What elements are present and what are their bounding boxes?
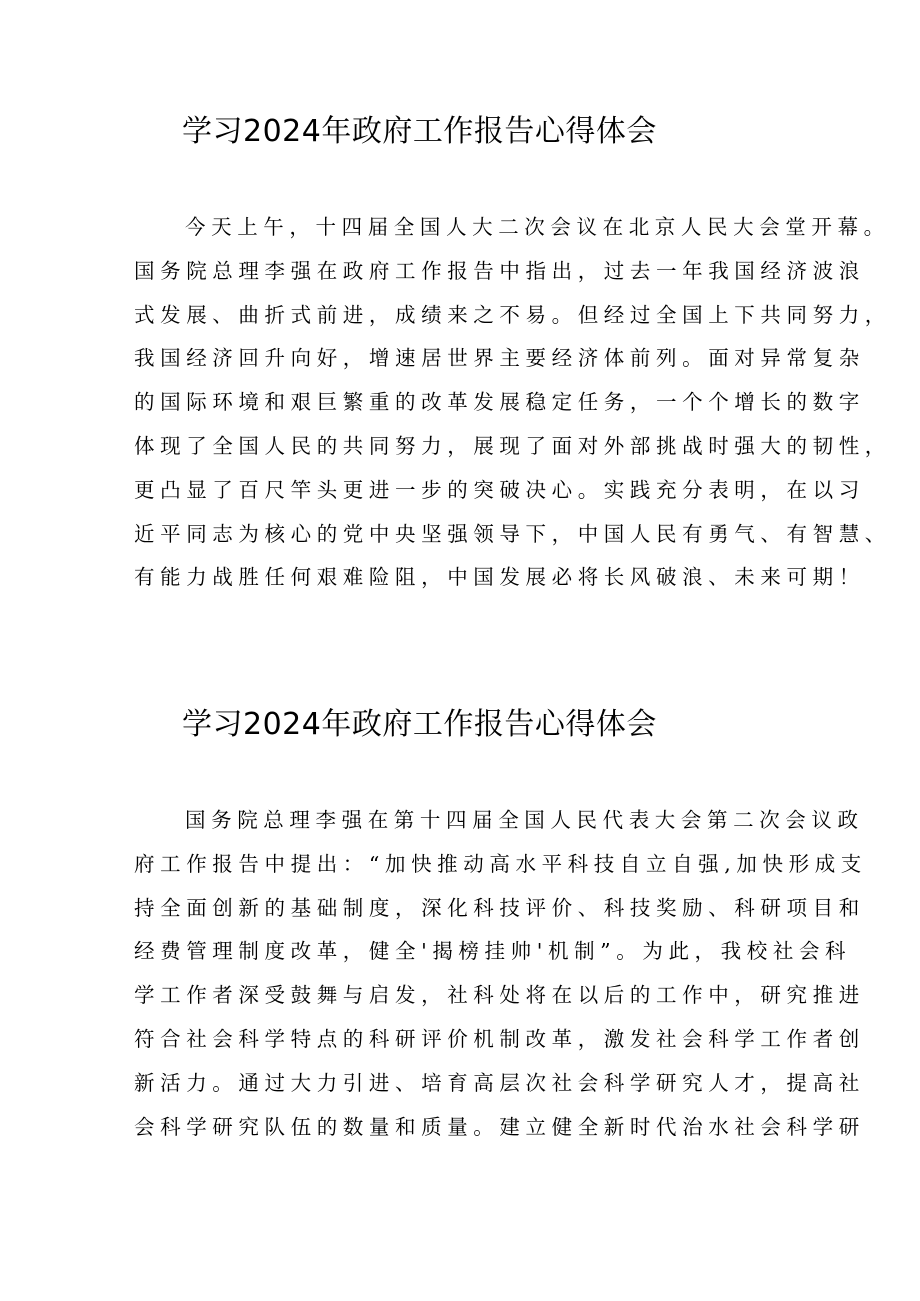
paragraph-line: 持全面创新的基础制度，深化科技评价、科技奖励、科研项目和 — [134, 895, 865, 920]
paragraph-line: 国务院总理李强在第十四届全国人民代表大会第二次会议政 — [185, 808, 864, 832]
paragraph-line: 学工作者深受鼓舞与启发，社科处将在以后的工作中，研究推进 — [134, 983, 865, 1008]
paragraph-line: 国务院总理李强在政府工作报告中指出，过去一年我国经济波浪 — [134, 258, 865, 283]
paragraph-line: 近平同志为核心的党中央坚强领导下，中国人民有勇气、有智慧、 — [134, 521, 891, 546]
paragraph-line: 经费管理制度改革，健全'揭榜挂帅'机制”。为此，我校社会科 — [134, 939, 852, 964]
paragraph-line: 式发展、曲折式前进，成绩来之不易。但经过全国上下共同努力， — [134, 302, 891, 327]
section-2-title: 学习2024年政府工作报告心得体会 — [182, 707, 657, 742]
paragraph-line: 我国经济回升向好，增速居世界主要经济体前列。面对异常复杂 — [134, 346, 865, 371]
paragraph-line: 会科学研究队伍的数量和质量。建立健全新时代治水社会科学研 — [134, 1114, 865, 1139]
paragraph-line: 今天上午，十四届全国人大二次会议在北京人民大会堂开幕。 — [185, 215, 890, 239]
paragraph-line: 府工作报告中提出：“加快推动高水平科技自立自强,加快形成支 — [134, 851, 867, 876]
section-1-paragraph — [134, 206, 891, 600]
paragraph-line: 符合社会科学特点的科研评价机制改革，激发社会科学工作者创 — [134, 1026, 865, 1051]
paragraph-line: 更凸显了百尺竿头更进一步的突破决心。实践充分表明，在以习 — [134, 477, 865, 502]
section-1-title: 学习2024年政府工作报告心得体会 — [182, 114, 657, 149]
section-2-paragraph — [134, 799, 867, 1149]
paragraph-line: 有能力战胜任何艰难险阻，中国发展必将长风破浪、未来可期！ — [134, 565, 865, 590]
paragraph-line: 新活力。通过大力引进、培育高层次社会科学研究人才，提高社 — [134, 1070, 865, 1095]
paragraph-line: 的国际环境和艰巨繁重的改革发展稳定任务，一个个增长的数字 — [134, 390, 865, 415]
paragraph-line: 体现了全国人民的共同努力，展现了面对外部挑战时强大的韧性， — [134, 433, 891, 458]
